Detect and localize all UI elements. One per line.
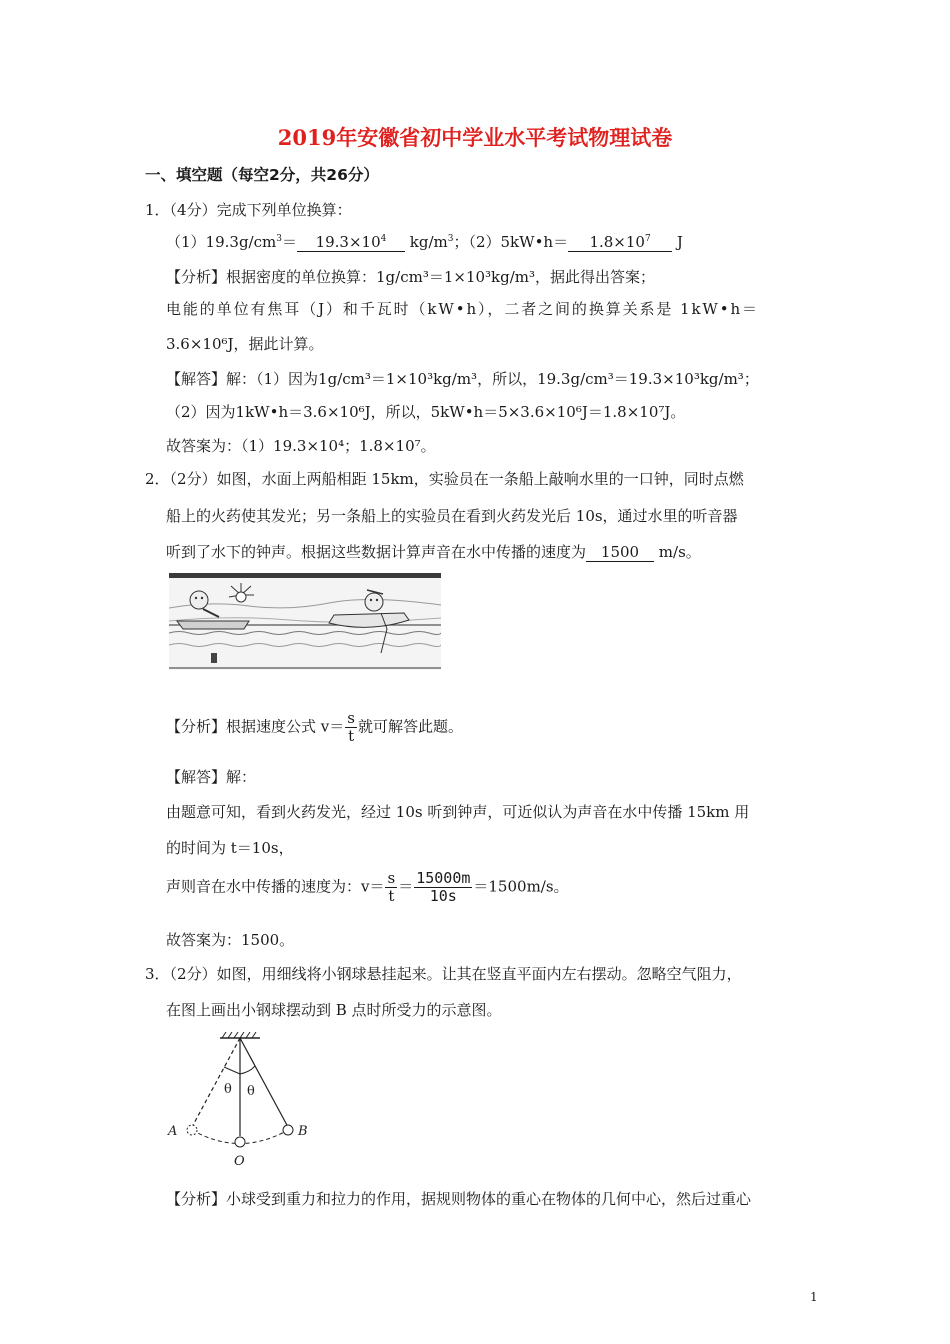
q1-stem: 1．（4分）完成下列单位换算： — [145, 201, 352, 219]
q1-analysis: 【分析】根据密度的单位换算：1g/cm³＝1×10³kg/m³，据此得出答案； — [166, 268, 656, 286]
pendulum-diagram — [160, 1032, 325, 1170]
q1-equals: ＝ — [281, 233, 297, 251]
q1-analysis-3: 3.6×10⁶J，据此计算。 — [166, 335, 324, 353]
q2-analysis: 【分析】根据速度公式 v＝ $\frac{s}{t}$ 就可解答此题。 — [166, 709, 463, 745]
q2-line-1: 2．（2分）如图，水面上两船相距 15km，实验员在一条船上敲响水里的一口钟，同时点燃 — [145, 470, 744, 488]
document-title: 2019年安徽省初中学业水平考试物理试卷 — [277, 125, 673, 150]
section-heading: 一、填空题（每空2分，共26分） — [145, 166, 379, 184]
q1-part1-text: （1）19.3g/cm — [166, 233, 277, 251]
point-b-label: B — [298, 1124, 308, 1139]
q1-blank-1: $19.3\times 10^4$ — [297, 231, 405, 252]
q2-solution-2: 的时间为 t＝10s， — [166, 839, 294, 857]
q3-line-2: 在图上画出小钢球摆动到 B 点时所受力的示意图。 — [166, 1001, 502, 1019]
speed-formula-fraction: $\frac{s}{t}$ — [347, 709, 355, 745]
theta-label-left: θ — [224, 1082, 232, 1097]
q1-unit-1: kg/m — [409, 233, 448, 251]
q1-unit-2: J — [676, 233, 683, 251]
q2-answer-blank: 1500 — [586, 544, 654, 562]
q1-answer: 故答案为：（1）19.3×10⁴；1.8×10⁷。 — [166, 437, 436, 455]
theta-label-right: θ — [247, 1084, 255, 1099]
two-boats-illustration — [169, 573, 441, 670]
q2-solution-3: 声则音在水中传播的速度为：v＝ $\frac{s}{t}$ ＝ $\frac{15000m}{10s}$ ＝1500m/s。 — [166, 869, 569, 905]
q1-solution-2: （2）因为1kW•h＝3.6×10⁶J，所以，5kW•h＝5×3.6×10⁶J＝1.8×10⁷J。 — [166, 403, 686, 421]
q1-blank-2: $1.8\times 10^7$ — [568, 231, 672, 252]
q3-analysis: 【分析】小球受到重力和拉力的作用，据规则物体的重心在物体的几何中心，然后过重心 — [166, 1190, 752, 1208]
q2-answer: 故答案为：1500。 — [166, 931, 295, 949]
speed-fraction-numeric: $\frac{15000m}{10s}$ — [416, 869, 471, 905]
q2-line-3: 听到了水下的钟声。根据这些数据计算声音在水中传播的速度为 1500 m/s。 — [166, 543, 701, 561]
q1-conversion-line: $(1)19.3g/cm^3= 19.3\times 10^4$ $kg/m^3$；（2）5kW•h＝ $1.8\times 10^7$ J — [166, 233, 683, 251]
q2-solution-1: 由题意可知，看到火药发光，经过 10s 听到钟声，可近似认为声音在水中传播 15km 用 — [166, 803, 750, 821]
point-o-label: O — [234, 1154, 245, 1169]
speed-fraction-symbolic: $\frac{s}{t}$ — [387, 869, 396, 905]
point-a-label: A — [168, 1124, 178, 1139]
q1-solution-1: 【解答】解：（1）因为1g/cm³＝1×10³kg/m³，所以，19.3g/cm³＝19.3×10³kg/m³； — [166, 370, 759, 388]
q2-line-2: 船上的火药使其发光；另一条船上的实验员在看到火药发光后 10s，通过水里的听音器 — [166, 507, 738, 525]
q3-line-1: 3．（2分）如图，用细线将小钢球悬挂起来。让其在竖直平面内左右摆动。忽略空气阻力， — [145, 965, 742, 983]
page-number: 1 — [810, 1290, 818, 1304]
q1-part2-text: ；（2）5kW•h＝ — [453, 233, 569, 251]
q2-solution-label: 【解答】解： — [166, 768, 257, 786]
q1-analysis-2: 电能的单位有焦耳（J）和千瓦时（kW•h），二者之间的换算关系是 1kW•h＝ — [166, 300, 759, 318]
